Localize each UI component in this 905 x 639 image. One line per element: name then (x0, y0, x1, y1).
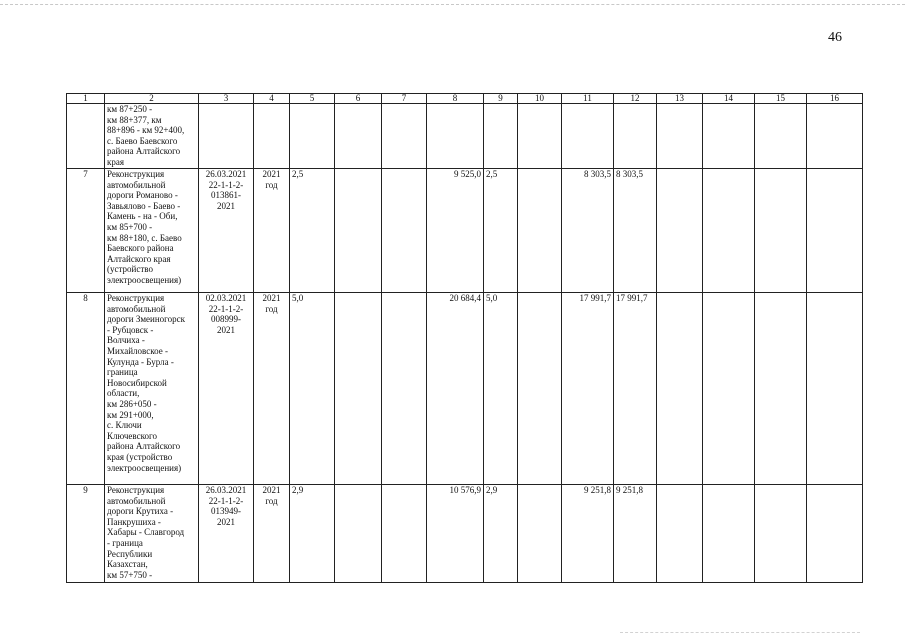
value-cell (755, 104, 807, 169)
value-cell: 2,5 (290, 169, 335, 293)
value-cell (657, 104, 703, 169)
year-cell (254, 104, 290, 169)
value-cell (807, 485, 863, 583)
value-cell (382, 485, 427, 583)
year-cell: 2021 год (254, 169, 290, 293)
object-name-cell: Реконструкция автомобильной дороги Змеиногорск - Рубцовск - Волчиха - Михайловское - Кулунда - Бурла - граница Новосибирской области, км 286+050 - км 291+000, с. Ключи Ключевского района Алтайского края (устройство электроосвещения) (105, 293, 199, 485)
value-cell (484, 104, 518, 169)
expertise-cell (199, 104, 254, 169)
value-cell: 17 991,7 (614, 293, 657, 485)
value-cell (703, 485, 755, 583)
object-name-cell: Реконструкция автомобильной дороги Крутиха - Панкрушиха - Хабары - Славгород - граница Республики Казахстан, км 57+750 - (105, 485, 199, 583)
value-cell: 20 684,4 (427, 293, 484, 485)
value-cell (518, 485, 562, 583)
column-header: 8 (427, 94, 484, 104)
value-cell (335, 293, 382, 485)
value-cell (657, 293, 703, 485)
value-cell (755, 169, 807, 293)
value-cell: 2,9 (290, 485, 335, 583)
expertise-cell: 02.03.2021 22-1-1-2- 008999- 2021 (199, 293, 254, 485)
row-number-cell: 7 (67, 169, 105, 293)
table-row (67, 104, 863, 169)
value-cell (518, 169, 562, 293)
column-header: 5 (290, 94, 335, 104)
year-cell: 2021 год (254, 293, 290, 485)
value-cell (657, 485, 703, 583)
scan-top-edge (0, 4, 905, 5)
value-cell (518, 293, 562, 485)
value-cell (703, 293, 755, 485)
row-number-cell: 8 (67, 293, 105, 485)
column-header: 12 (614, 94, 657, 104)
value-cell (807, 169, 863, 293)
value-cell (703, 104, 755, 169)
row-number-cell (67, 104, 105, 169)
value-cell (755, 293, 807, 485)
data-table (66, 93, 863, 583)
column-header: 15 (755, 94, 807, 104)
value-cell: 9 525,0 (427, 169, 484, 293)
value-cell: 5,0 (484, 293, 518, 485)
page-number: 46 (828, 30, 842, 45)
column-header: 1 (67, 94, 105, 104)
value-cell (518, 104, 562, 169)
value-cell: 2,5 (484, 169, 518, 293)
column-header: 4 (254, 94, 290, 104)
value-cell (614, 104, 657, 169)
table-row (67, 169, 863, 293)
value-cell (807, 293, 863, 485)
column-header: 6 (335, 94, 382, 104)
value-cell (335, 485, 382, 583)
expertise-cell: 26.03.2021 22-1-1-2- 013861- 2021 (199, 169, 254, 293)
value-cell (427, 104, 484, 169)
value-cell: 17 991,7 (562, 293, 614, 485)
value-cell (335, 104, 382, 169)
column-header: 2 (105, 94, 199, 104)
row-number-cell: 9 (67, 485, 105, 583)
value-cell (562, 104, 614, 169)
object-name-cell: Реконструкция автомобильной дороги Романово - Завьялово - Баево - Камень - на - Оби, км 85+700 - км 88+180, с. Баево Баевского района Алтайского края (устройство электроосвещения) (105, 169, 199, 293)
value-cell (290, 104, 335, 169)
value-cell (335, 169, 382, 293)
column-header: 16 (807, 94, 863, 104)
column-header: 14 (703, 94, 755, 104)
value-cell (657, 169, 703, 293)
column-header: 9 (484, 94, 518, 104)
value-cell: 9 251,8 (614, 485, 657, 583)
value-cell (807, 104, 863, 169)
value-cell: 8 303,5 (614, 169, 657, 293)
year-cell: 2021 год (254, 485, 290, 583)
table-header-row (67, 94, 863, 104)
value-cell (703, 169, 755, 293)
value-cell: 9 251,8 (562, 485, 614, 583)
expertise-cell: 26.03.2021 22-1-1-2- 013949- 2021 (199, 485, 254, 583)
column-header: 7 (382, 94, 427, 104)
table-row (67, 485, 863, 583)
scan-bottom-edge (620, 632, 860, 633)
value-cell (755, 485, 807, 583)
value-cell: 10 576,9 (427, 485, 484, 583)
column-header: 3 (199, 94, 254, 104)
column-header: 11 (562, 94, 614, 104)
object-name-cell: км 87+250 - км 88+377, км 88+896 - км 92+400, с. Баево Баевского района Алтайского края (105, 104, 199, 169)
value-cell: 5,0 (290, 293, 335, 485)
table-row (67, 293, 863, 485)
value-cell (382, 169, 427, 293)
value-cell (382, 104, 427, 169)
column-header: 13 (657, 94, 703, 104)
column-header: 10 (518, 94, 562, 104)
value-cell (382, 293, 427, 485)
value-cell: 8 303,5 (562, 169, 614, 293)
value-cell: 2,9 (484, 485, 518, 583)
